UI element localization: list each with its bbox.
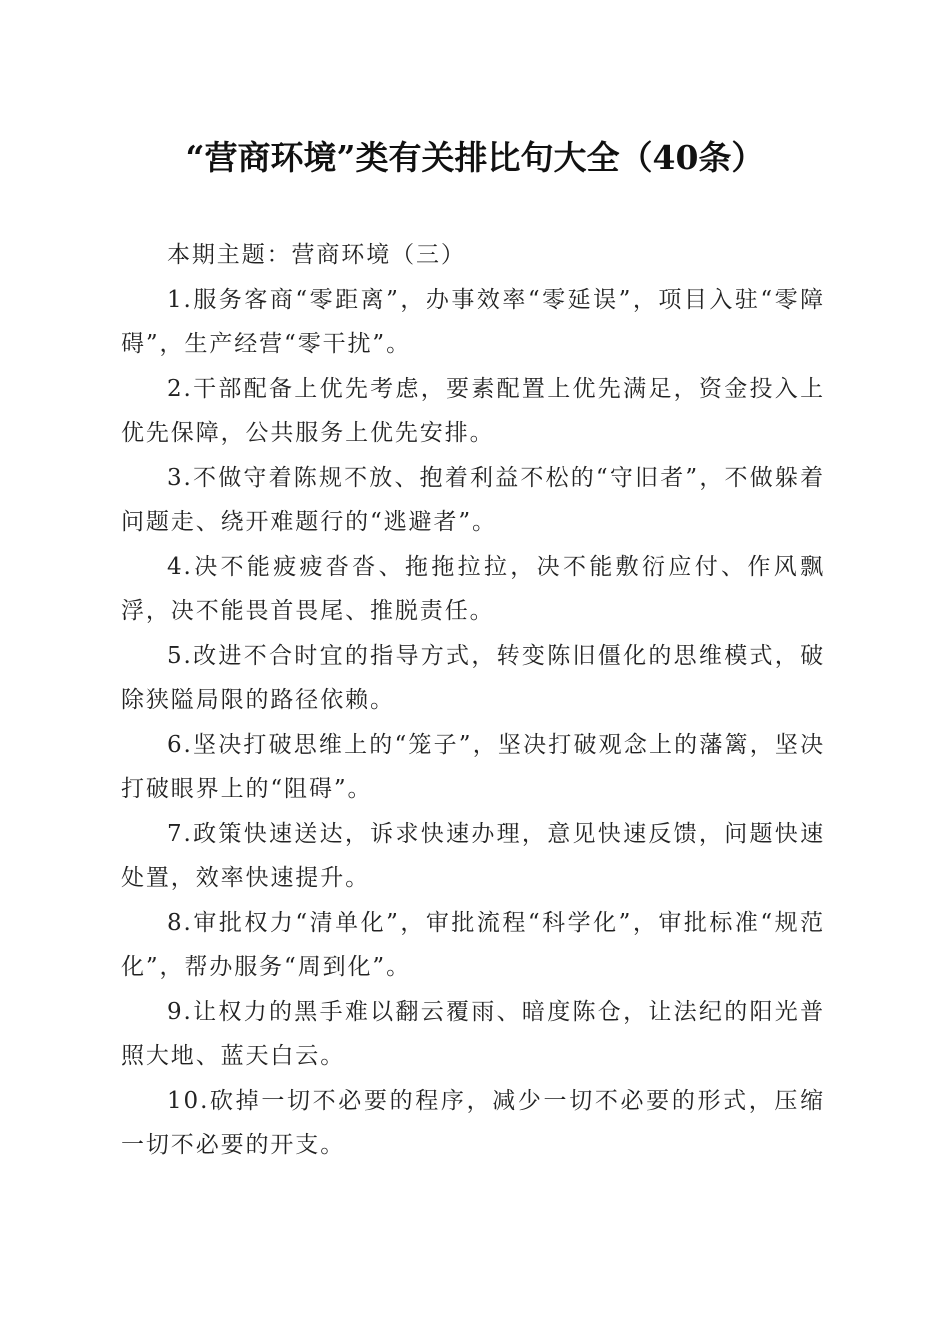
list-item: 2.干部配备上优先考虑，要素配置上优先满足，资金投入上优先保障，公共服务上优先安排。	[121, 375, 825, 446]
issue-subtitle: 本期主题：营商环境（三）	[167, 242, 466, 268]
document-body	[121, 233, 825, 1168]
list-item: 10.砍掉一切不必要的程序，减少一切不必要的形式，压缩一切不必要的开支。	[121, 1087, 825, 1158]
list-item: 9.让权力的黑手难以翻云覆雨、暗度陈仓，让法纪的阳光普照大地、蓝天白云。	[121, 998, 825, 1069]
list-item: 7.政策快速送达，诉求快速办理，意见快速反馈，问题快速处置，效率快速提升。	[121, 820, 825, 891]
list-item: 8.审批权力“清单化”，审批流程“科学化”，审批标准“规范化”，帮办服务“周到化”。	[121, 909, 825, 980]
list-item: 1.服务客商“零距离”，办事效率“零延误”，项目入驻“零障碍”，生产经营“零干扰”。	[121, 286, 825, 357]
document-title: “营商环境”类有关排比句大全（40条）	[185, 138, 765, 177]
list-item: 3.不做守着陈规不放、抱着利益不松的“守旧者”，不做躲着问题走、绕开难题行的“逃避者”。	[121, 464, 825, 535]
list-item: 5.改进不合时宜的指导方式，转变陈旧僵化的思维模式，破除狭隘局限的路径依赖。	[121, 642, 825, 713]
list-item: 4.决不能疲疲沓沓、拖拖拉拉，决不能敷衍应付、作风飘浮，决不能畏首畏尾、推脱责任。	[121, 553, 825, 624]
list-item: 6.坚决打破思维上的“笼子”，坚决打破观念上的藩篱，坚决打破眼界上的“阻碍”。	[121, 731, 825, 802]
